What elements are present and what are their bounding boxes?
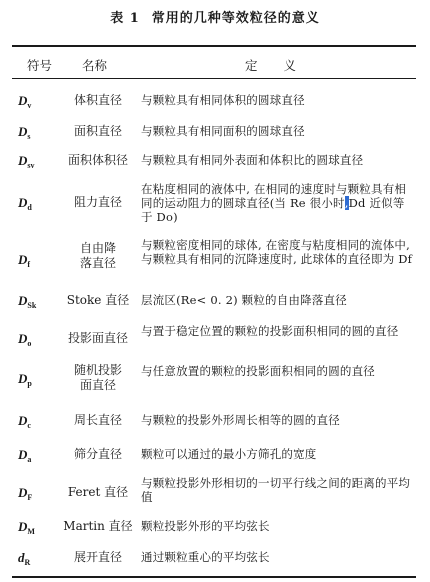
top-rule: [12, 45, 416, 47]
name-cell: 面积体积径: [67, 153, 128, 167]
table-number: 表 1: [110, 11, 140, 26]
symbol-cell: $D_v$: [18, 93, 32, 110]
symbol-cell: $D_{sv}$: [18, 153, 35, 170]
definition-cell: 与颗粒具有相同外表面和体积比的圆球直径: [141, 153, 364, 167]
symbol-cell: $D_o$: [18, 331, 32, 348]
definition-cell: 在粘度相同的液体中, 在相同的速度时与颗粒具有相同的运动阻力的圆球直径(当 Re 很小时,Dd 近似等于 Do): [141, 182, 407, 224]
name-cell: 体积直径: [73, 93, 122, 107]
symbol-cell: $D_f$: [18, 252, 31, 269]
definition-cell: 与任意放置的颗粒的投影面积相同的圆的直径: [141, 364, 375, 378]
name-cell: 自由降 落直径: [79, 241, 116, 270]
definition-cell: 通过颗粒重心的平均弦长: [141, 550, 270, 564]
table-caption: [0, 7, 430, 26]
definition-cell: 颗粒投影外形的平均弦长: [141, 519, 270, 533]
definition-cell: 与置于稳定位置的颗粒的投影面积相同的圆的直径: [141, 324, 399, 338]
name-cell: Feret 直径: [67, 485, 129, 499]
definition-cell: 与颗粒密度相同的球体, 在密度与粘度相同的流体中, 与颗粒具有相同的沉降速度时, 此球体的直径即为 Df: [141, 238, 413, 266]
name-cell: Stoke 直径: [66, 293, 130, 307]
header-name: 名称: [82, 58, 108, 73]
header-definition: 定义: [245, 58, 323, 73]
name-cell: Martin 直径: [63, 519, 133, 533]
text-selection-highlight: ,: [344, 196, 349, 210]
symbol-cell: $D_d$: [18, 195, 32, 212]
symbol-cell: $D_F$: [18, 485, 33, 502]
table-title: 常用的几种等效粒径的意义: [151, 11, 320, 26]
header-symbol: 符号: [27, 58, 53, 73]
definition-cell: 层流区(Re< 0. 2) 颗粒的自由降落直径: [141, 293, 347, 307]
header-rule: [12, 78, 416, 79]
name-cell: 周长直径: [73, 413, 122, 427]
name-cell: 投影面直径: [67, 331, 128, 345]
name-cell: 展开直径: [73, 550, 122, 564]
definition-cell: 与颗粒具有相同体积的圆球直径: [141, 93, 305, 107]
definition-cell: 与颗粒投影外形相切的一切平行线之间的距离的平均值: [141, 476, 411, 504]
definition-cell: 与颗粒具有相同面积的圆球直径: [141, 124, 305, 138]
name-cell: 筛分直径: [73, 447, 122, 461]
symbol-cell: $D_{Sk}$: [18, 293, 37, 310]
definition-cell: 与颗粒的投影外形周长相等的圆的直径: [141, 413, 340, 427]
name-cell: 随机投影 面直径: [73, 363, 122, 392]
symbol-cell: $D_c$: [18, 413, 31, 430]
symbol-cell: $D_M$: [18, 519, 35, 536]
name-cell: 阻力直径: [73, 195, 122, 209]
bottom-rule: [12, 576, 416, 578]
symbol-cell: $D_p$: [18, 371, 32, 388]
symbol-cell: $d_R$: [18, 550, 31, 567]
definition-cell: 颗粒可以通过的最小方筛孔的宽度: [141, 447, 317, 461]
symbol-cell: $D_a$: [18, 447, 32, 464]
symbol-cell: $D_s$: [18, 124, 31, 141]
name-cell: 面积直径: [73, 124, 122, 138]
